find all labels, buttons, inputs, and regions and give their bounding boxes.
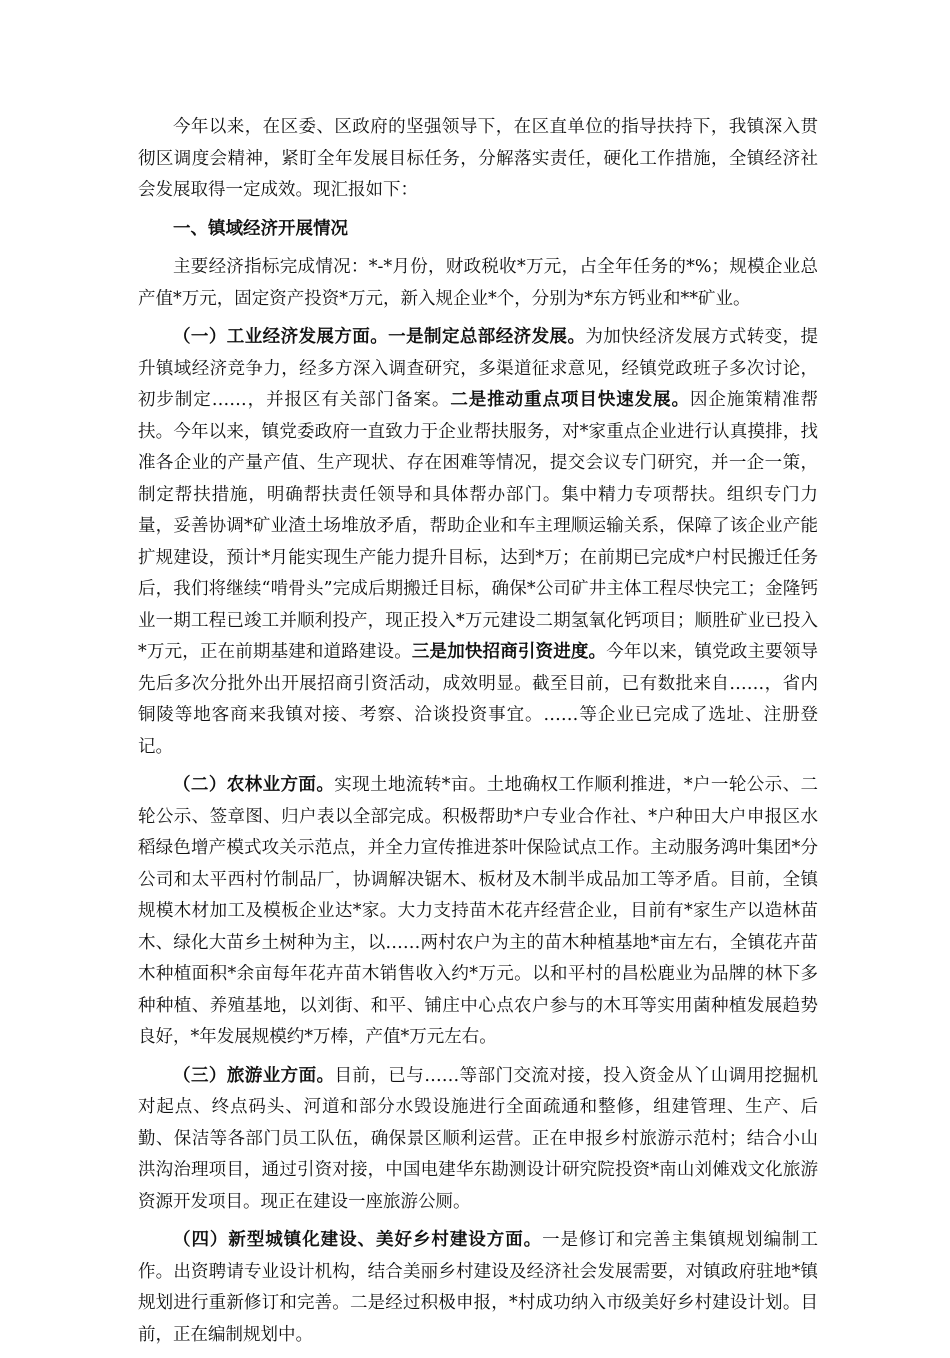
urban-title: （四）新型城镇化建设、美好乡村建设方面。 <box>173 1230 543 1250</box>
industry-point2-text: 因企施策精准帮扶。今年以来，镇党委政府一直致力于企业帮扶服务，对*家重点企业进行认真摸排，找准各企业的产量产值、生产现状、存在困难等情况，提交会议专门研究，并一企一策，制定帮扶措施，明确帮扶责任领导和具体帮办部门。集中精力专项帮扶。组织专门力量，妥善协调*矿业渣土场堆放矛盾，帮助企业和车主理顺运输关系，保障了该企业产能扩规建设，预计*月能实现生产能力提升目标，达到*万；在前期已完成*户村民搬迁任务后，我们将继续“啃骨头”完成后期搬迁目标，确保*公司矿井主体工程尽快完工；金隆钙业一期工程已竣工并顺利投产，现正投入*万元建设二期氢氧化钙项目；顺胜矿业已投入*万元，正在前期基建和道路建设。 <box>138 390 819 662</box>
tourism-title: （三）旅游业方面。 <box>173 1065 335 1086</box>
tourism-paragraph <box>138 1061 818 1219</box>
industry-point1-text: 为加快经济发展方式转变，提升镇域经济竞争力，经多方深入调查研究，多渠道征求意见，经镇党政班子多次讨论，初步制定……，并报区有关部门备案。 <box>138 327 819 410</box>
indicators-paragraph: 主要经济指标完成情况：*-*月份，财政税收*万元，占全年任务的*%；规模企业总产值*万元，固定资产投资*万元，新入规企业*个，分别为*东方钙业和**矿业。 <box>138 257 818 309</box>
industry-point1-title: 一是制定总部经济发展。 <box>388 327 586 347</box>
industry-paragraph <box>138 322 818 763</box>
industry-point2-title: 二是推动重点项目快速发展。 <box>450 390 690 410</box>
forestry-text: 实现土地流转*亩。土地确权工作顺利推进，*户一轮公示、二轮公示、签章图、归户表以全部完成。积极帮助*户专业合作社、*户种田大户申报区水稻绿色增产模式攻关示范点，并全力宣传推进茶叶保险试点工作。主动服务鸿叶集团*分公司和太平西村竹制品厂，协调解决锯木、板材及木制半成品加工等矛盾。目前，全镇规模木材加工及模板企业达*家。大力支持苗木花卉经营企业，目前有*家生产以造林苗木、绿化大苗乡土树种为主，以……两村农户为主的苗木种植基地*亩左右，全镇花卉苗木种植面积*余亩每年花卉苗木销售收入约*万元。以和平村的昌松鹿业为品牌的林下多种种植、养殖基地，以刘街、和平、铺庄中心点农户参与的木耳等实用菌种植发展趋势良好，*年发展规模约*万棒，产值*万元左右。 <box>138 775 818 1047</box>
urban-paragraph <box>138 1225 818 1351</box>
forestry-title: （二）农林业方面。 <box>173 775 335 795</box>
tourism-text: 目前，已与……等部门交流对接，投入资金从丫山调用挖掘机对起点、终点码头、河道和部分水毁设施进行全面疏通和整修，组建管理、生产、后勤、保洁等各部门员工队伍，确保景区顺利运营。正在申报乡村旅游示范村；结合小山洪沟治理项目，通过引资对接，中国电建华东勘测设计研究院投资*南山刘傩戏文化旅游资源开发项目。现正在建设一座旅游公厕。 <box>138 1065 819 1212</box>
intro-paragraph: 今年以来，在区委、区政府的坚强领导下，在区直单位的指导扶持下，我镇深入贯彻区调度会精神，紧盯全年发展目标任务，分解落实责任，硬化工作措施，全镇经济社会发展取得一定成效。现汇报如下： <box>138 117 818 200</box>
industry-title: （一）工业经济发展方面。 <box>173 327 389 347</box>
industry-point3-text: 今年以来，镇党政主要领导先后多次分批外出开展招商引资活动，成效明显。截至目前，已有数批来自……，省内铜陵等地客商来我镇对接、考察、洽谈投资事宜。……等企业已完成了选址、注册登记。 <box>138 642 819 757</box>
industry-point3-title: 三是加快招商引资进度。 <box>411 642 607 662</box>
document-page <box>138 112 818 1358</box>
forestry-paragraph <box>138 770 818 1054</box>
urban-text: 一是修订和完善主集镇规划编制工作。出资聘请专业设计机构，结合美丽乡村建设及经济社会发展需要，对镇政府驻地*镇规划进行重新修订和完善。二是经过积极申报，*村成功纳入市级美好乡村建设计划。目前，正在编制规划中。 <box>138 1230 819 1345</box>
section-heading-economy: 一、镇域经济开展情况 <box>173 218 348 239</box>
